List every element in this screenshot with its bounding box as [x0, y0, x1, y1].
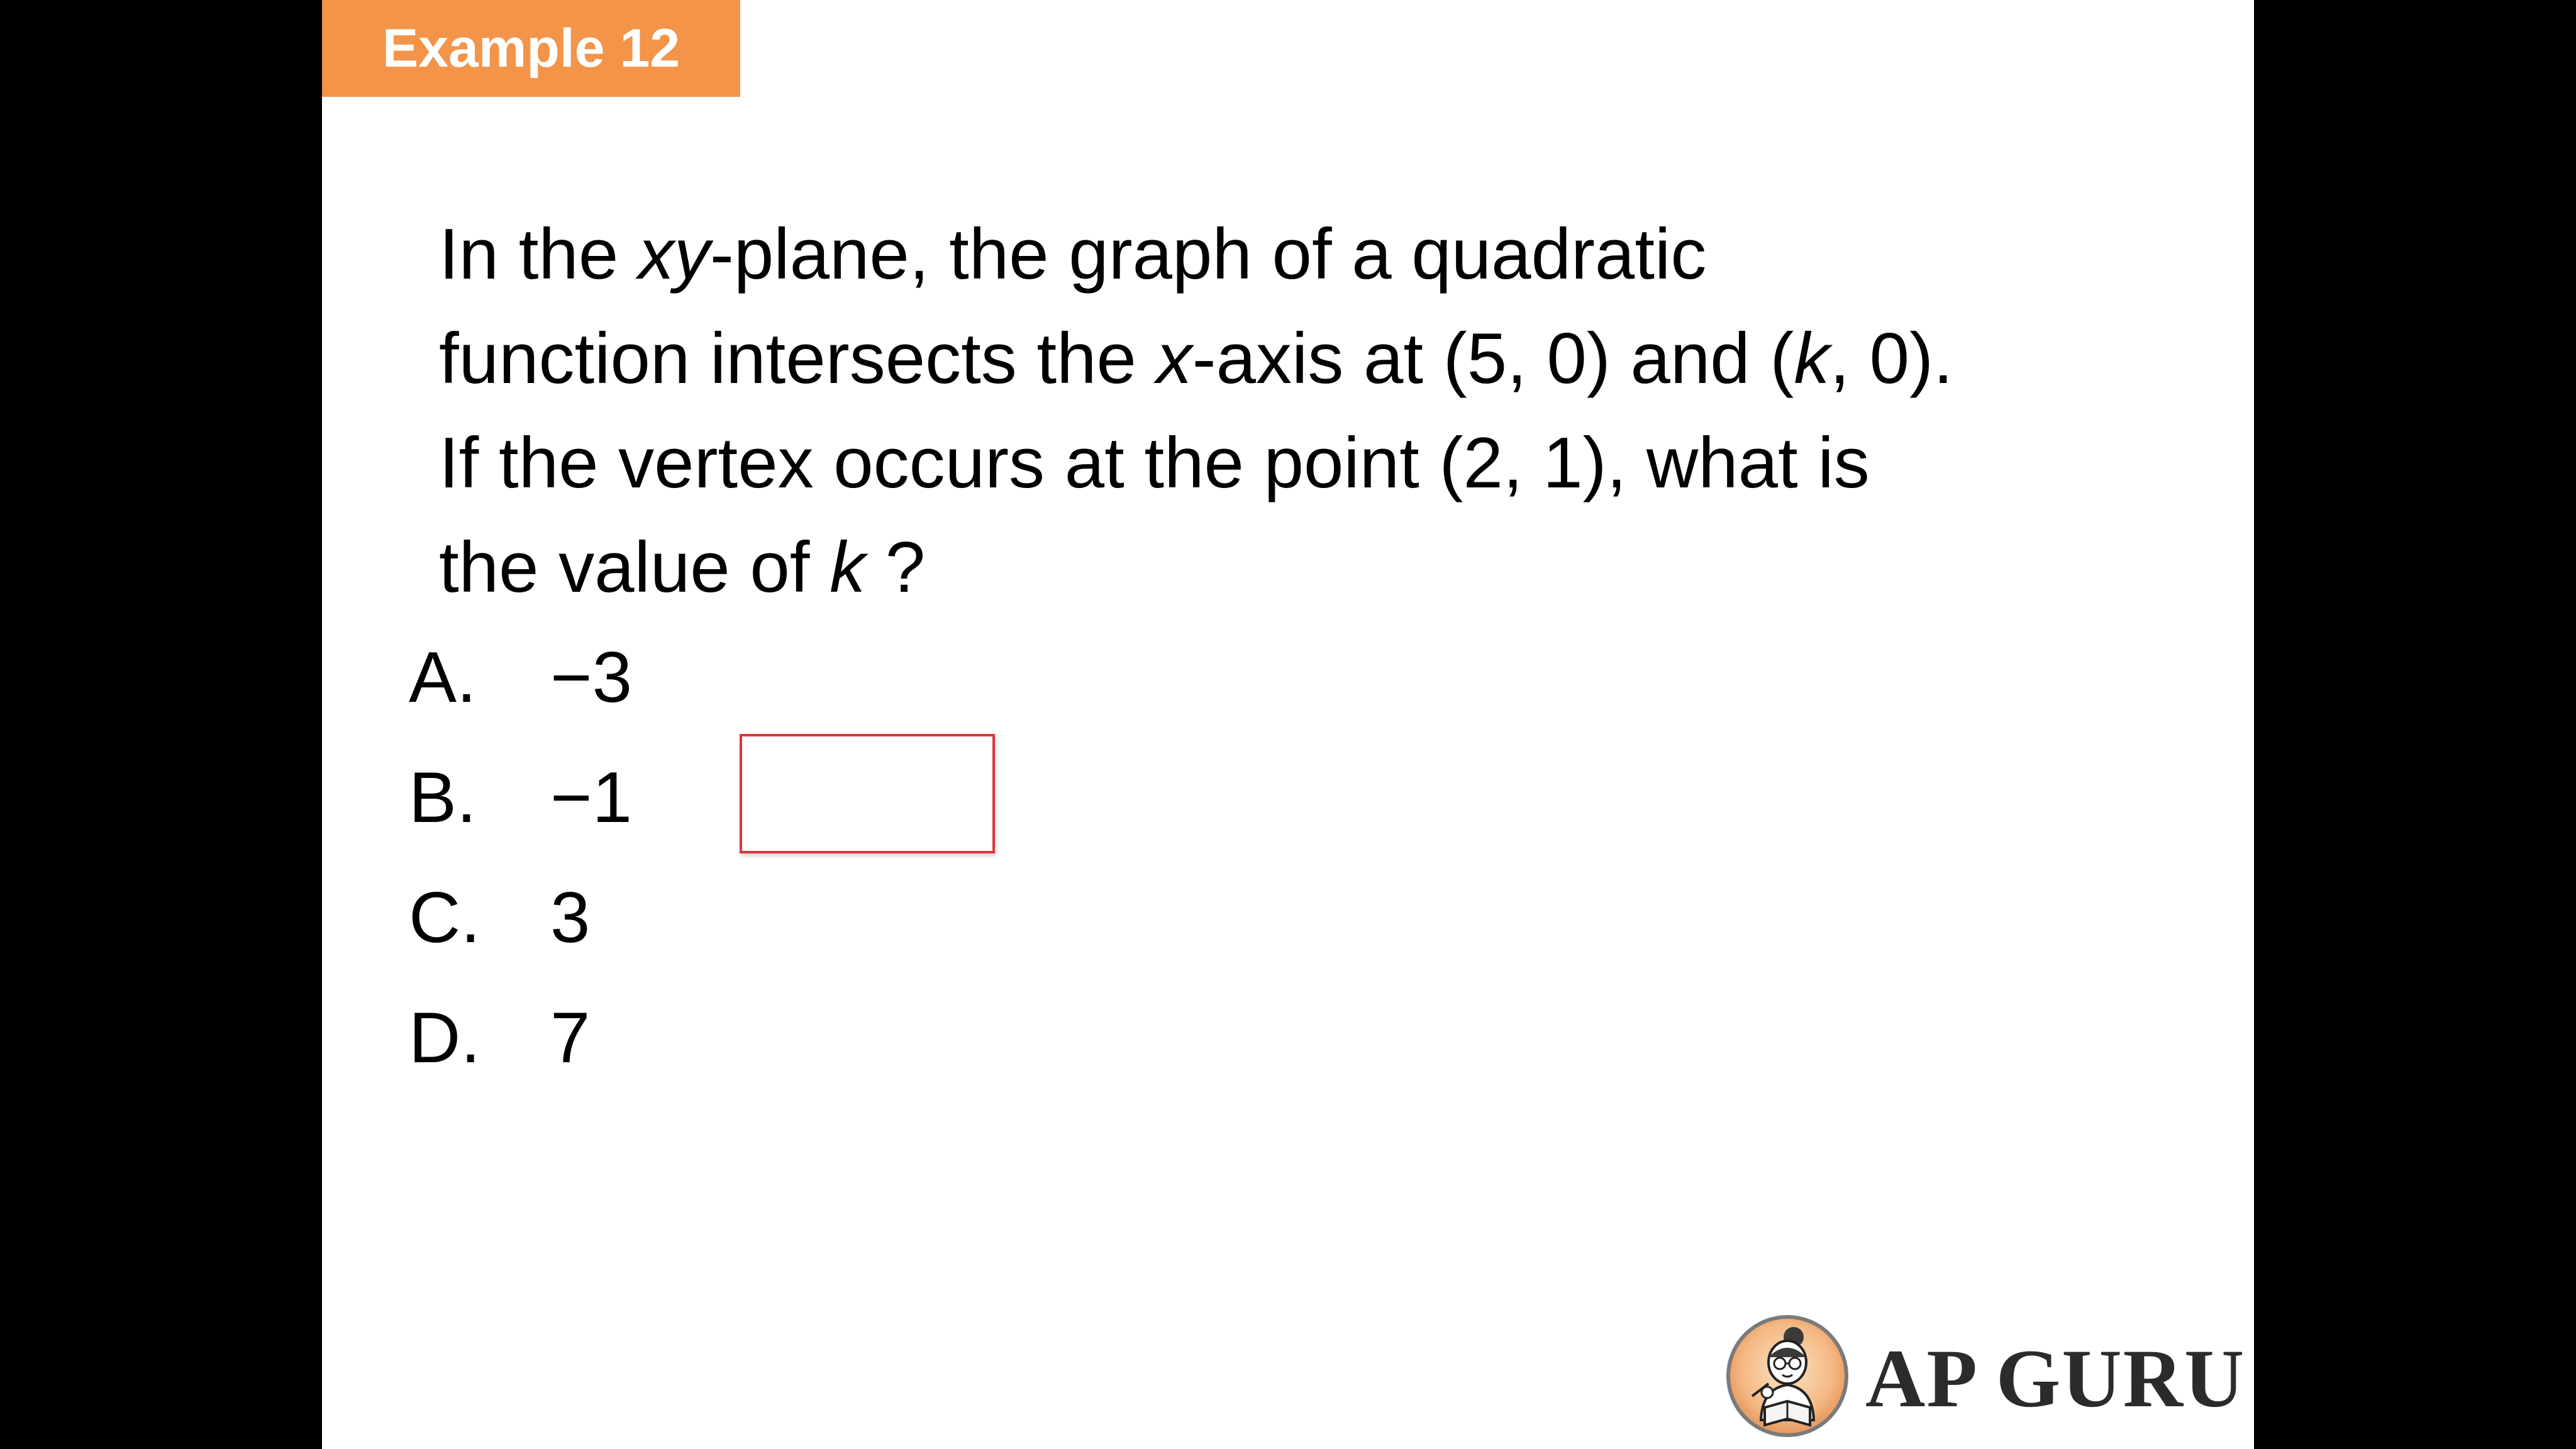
question-line-2: function intersects the x-axis at (5, 0) and (k, 0). — [439, 319, 1953, 399]
choice-value: −3 — [550, 638, 632, 718]
answer-choices — [409, 628, 1163, 1108]
question-line-4: the value of k ? — [439, 528, 926, 608]
reading-teacher-icon — [1724, 1313, 1850, 1439]
choice-c[interactable] — [409, 868, 1163, 988]
choice-value: −1 — [550, 758, 632, 838]
choice-value: 7 — [550, 998, 591, 1078]
question-line-3: If the vertex occurs at the point (2, 1), what is — [439, 423, 1870, 503]
logo-text: AP GURU — [1865, 1332, 2246, 1424]
choice-letter: B. — [409, 758, 477, 838]
example-tag — [322, 0, 740, 97]
question-text — [439, 203, 2168, 620]
question-line-1: In the xy-plane, the graph of a quadratic — [439, 214, 1707, 294]
choice-letter: A. — [409, 638, 477, 718]
choice-a[interactable] — [409, 628, 1163, 748]
example-tag-label: Example 12 — [382, 18, 680, 79]
ap-guru-logo — [1724, 1313, 2254, 1439]
choice-letter: D. — [409, 998, 480, 1078]
slide — [322, 0, 2254, 1449]
correct-answer-highlight — [740, 734, 995, 853]
choice-value: 3 — [550, 878, 591, 958]
choice-d[interactable] — [409, 988, 1163, 1108]
choice-letter: C. — [409, 878, 480, 958]
